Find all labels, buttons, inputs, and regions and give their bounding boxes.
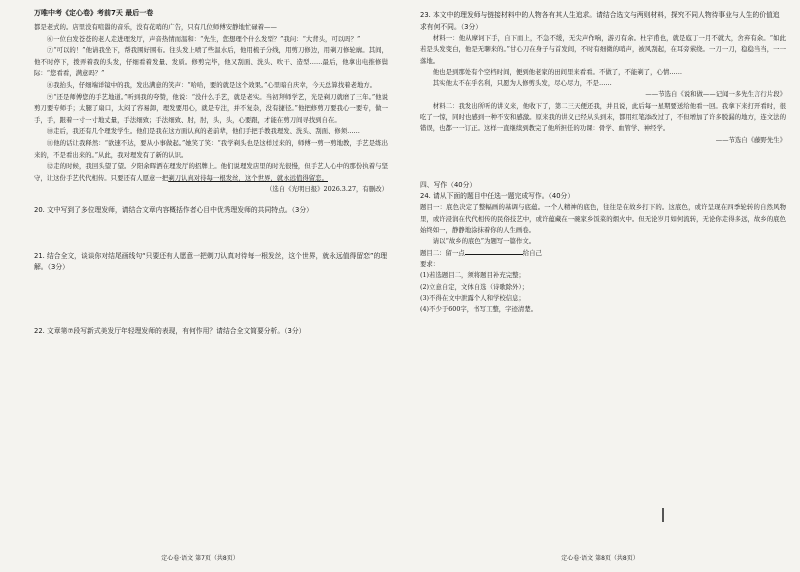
passage-paragraph: ⑨“还是师傅您的手艺地道。”听到我的夸赞，他说：“没什么手艺，就是老实。当初拜师学艺，光是剃刀就磨了三年。”他说剪刀要专师手；太腿了扇口，太闷了容易卸，理发要用心，就是专注，并不复杂，没有捷径。”他把修剪刀要我心一要专，做一手，手，跟着一寸一寸地丈量，手法细致；手法细致、肘，肘，头，头，心要跟，才能在剪刀间寻找到自在。 xyxy=(34,92,388,124)
topic-two-suffix: 给自己 xyxy=(522,248,542,257)
passage-paragraph: ⑧我抬头，仔细端详镜中的我，发出满意的笑声：“哈哈，要的就是这个效果。”心里暗自庆幸，今天总算找着老地方。 xyxy=(46,80,377,89)
topic-one: 题目一：底色决定了整幅画的基调与底蕴。一个人精神的底色，往往是在故乡打下的。这底色，或许呈现在四季轮转的自然风物里，或许浸润在代代相传的民俗技艺中，或许蕴藏在一碗家乡饭菜的烟火中。但无论岁月如何流转，无论你走得多远，故乡的底色始终如一，静静地涂抹着你的人生画卷。 xyxy=(420,203,786,235)
topic-one-prompt: 请以“故乡的底色”为题写一篇作文。 xyxy=(432,237,536,246)
passage-final-text: ⑫走的时候，我回头望了望。夕阳余晖洒在理发厅的招牌上。他们说理发店里的时光很慢，但手艺人心中的那份执着与坚守，让这份手艺代代相传。只要还有人愿意一把剃刀认真对待每一根发丝，这个世界，就永远值得留恋。 xyxy=(34,162,388,182)
requirement-item: (4)不少于600字，书写工整，字迹清楚。 xyxy=(420,305,538,314)
page-footer: 定心卷·语文 第8页（共8页） xyxy=(561,555,639,562)
passage-paragraph: ⑩走后，我还有几个理发学生。他们是我在这方面认真的老前辈，他们手把手教我理发、洗头、刮面、修须…… xyxy=(46,127,360,136)
passage-paragraph xyxy=(34,161,388,184)
material-one-paragraph: 其实他太不在乎名利，只愿为人修剪头发，尽心尽力，不是…… xyxy=(432,79,612,88)
topic-two-blank xyxy=(465,254,523,255)
passage-paragraph: ⑪他的话让我释然：“欲速不达，要从小事做起。”她笑了笑：“我学剃头也是这样过来的，师傅一剪一剪地教，手艺是练出来的，不是看出来的。”从此，我对理发有了新的认识。 xyxy=(34,138,388,159)
question-21: 21. 结合全文，谈谈你对结尾画线句“只要还有人愿意一把剃刀认真对待每一根发丝，这个世界，就永远值得留恋”的理解。（3分） xyxy=(34,251,388,272)
question-20: 20. 文中写到了多位理发师，请结合文章内容概括作者心目中优秀理发师的共同特点。（3分） xyxy=(34,206,313,215)
material-two-source: ——节选自《藤野先生》 xyxy=(715,135,786,144)
writing-section-title: 四、写作（40分） xyxy=(420,180,477,189)
passage-paragraph: 都是老式的。店里没有喧嚣的音乐，没有花哨的广告，只有几位师傅安静地忙碌着—— xyxy=(34,23,277,31)
requirement-item: (3)不得在文中泄露个人和学校信息； xyxy=(420,293,525,302)
topic-two xyxy=(420,248,786,259)
requirement-item: (1)若选题目二，须将题目补充完整； xyxy=(420,271,525,280)
passage-source: （选自《光明日报》2026.3.27，有删改） xyxy=(266,185,388,194)
requirement-item: (2)立意自定，文体自选（诗歌除外）； xyxy=(420,282,529,291)
question-22: 22. 文章第⑦段写新式美发厅年轻理发师的表现，有何作用？请结合全文简要分析。（3分） xyxy=(34,326,306,335)
material-one-paragraph: 他也是到那处有个空档时间，便到他老家的田间里来看看。不做了，不能剃了，心情…… xyxy=(432,67,683,76)
material-one-source: ——节选自《说和做——记闻一多先生言行片段》 xyxy=(645,90,786,99)
fold-mark xyxy=(662,508,664,522)
material-one-paragraph: 材料一：他从摩诃下手，自下而上，不急不缓，无尖声作响，游刃有余。杜宇甫也，就是庖丁一月不就大，舍弃有余。“如此若是头发变白，他是无聊来的。”甘心刀在身子与首发间，不时有细微的哨声，被风刮起，在耳旁萦绕。一刀一刀，稳稳当当，一一落地。 xyxy=(420,34,786,65)
underlined-sentence: 剃刀认真对待每一根发丝，这个世界，就永远值得留恋。 xyxy=(168,173,328,182)
requirements-title: 要求： xyxy=(420,259,440,268)
question-24: 24. 请从下面的题目中任选一题完成写作。（40分） xyxy=(420,191,575,200)
material-two-paragraph: 材料二：我发出所听的讲义来，他收下了，第二三天便还我，并且说，此后每一星期要送给他看一回。我拿下来打开看时，很吃了一惊，同时也感到一种不安和感激。原来我的讲义已经从头到末，都用红笔添改过了，不但增加了许多脱漏的地方，连文法的错误，也都一一订正。这样一直继续到教完了他所担任的功课：骨学、血管学、神经学。 xyxy=(420,101,786,133)
question-23: 23. 本文中的理发师与链接材料中的人物各有其人生追求。请结合选文与两则材料，探究不同人物待事业与人生的价值追求有何不同。（3分） xyxy=(420,11,780,31)
page-footer: 定心卷·语文 第7页（共8页） xyxy=(161,555,239,562)
passage-paragraph: ⑦“可以的！”他请我坐下，帮我围好围布。往头发上喷了些温水后，他用梳子分线，用剪刀修边，用剃刀修轮廓。其间，他不时停下，拨弄着我的头发，仔细看着发量、发质。修剪完毕，他又刮面、洗头、吹干、造型……最后，他拿出电推修鬓际：“您看看，满意吗？” xyxy=(34,46,388,78)
topic-two-prefix: 题目二：留一点 xyxy=(420,248,465,257)
right-page xyxy=(400,0,800,572)
page-header: 万唯中考《定心卷》考前7天 最后一卷 xyxy=(34,9,154,17)
passage-paragraph: ⑥一位白发苍苍的老人走进理发厅，声音热情而温和：“先生，您想理个什么发型？”我问：“大背头，可以吗？” xyxy=(46,34,361,43)
